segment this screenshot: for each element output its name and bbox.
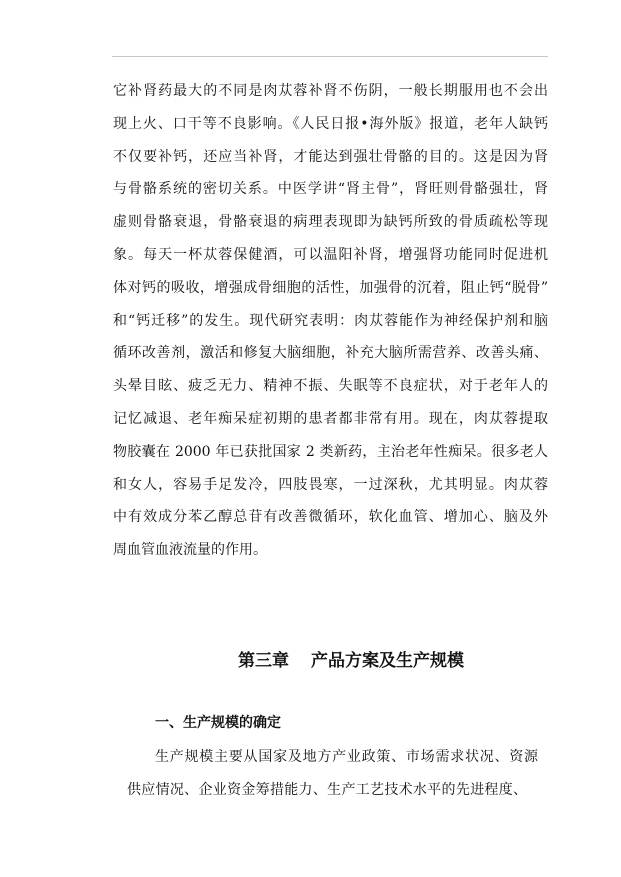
paragraph-line: 物胶囊在 2000 年已获批国家 2 类新药，主治老年性痴呆。很多老人: [113, 444, 548, 460]
paragraph-line: 周血管血液流量的作用。: [113, 542, 267, 558]
chapter-title: 产品方案及生产规模: [311, 651, 464, 671]
chapter-heading: [238, 649, 464, 673]
paragraph-line: 与骨骼系统的密切关系。中医学讲“肾主骨”，肾旺则骨骼强壮，肾: [113, 181, 548, 197]
paragraph-line: 虚则骨骼衰退，骨骼衰退的病理表现即为缺钙所致的骨质疏松等现: [113, 214, 548, 230]
section-line: 生产规模主要从国家及地方产业政策、市场需求状况、资源: [155, 749, 538, 765]
paragraph-line: 循环改善剂，激活和修复大脑细胞，补充大脑所需营养、改善头痛、: [113, 345, 548, 361]
paragraph-line: 象。每天一杯苁蓉保健酒，可以温阳补肾，增强肾功能同时促进机: [113, 247, 548, 263]
paragraph-line: 现上火、口干等不良影响。《人民日报•海外版》报道，老年人缺钙: [113, 116, 548, 132]
paragraph-line: 记忆减退、老年痴呆症初期的患者都非常有用。现在，肉苁蓉提取: [113, 411, 548, 427]
section-heading: 一、生产规模的确定: [155, 715, 281, 731]
paragraph-line: 和女人，容易手足发冷，四肢畏寒，一过深秋，尤其明显。肉苁蓉: [113, 477, 548, 493]
section-line: 供应情况、企业资金筹措能力、生产工艺技术水平的先进程度、: [127, 782, 527, 798]
chapter-number: 第三章: [238, 651, 289, 671]
paragraph-line: 它补肾药最大的不同是肉苁蓉补肾不伤阴，一般长期服用也不会出: [113, 83, 548, 99]
paragraph-line: 中有效成分苯乙醇总苷有改善微循环，软化血管、增加心、脑及外: [113, 509, 548, 525]
paragraph-line: 不仅要补钙，还应当补肾，才能达到强壮骨骼的目的。这是因为肾: [113, 149, 548, 165]
header-rule: [112, 56, 548, 57]
paragraph-line: 头晕目眩、疲乏无力、精神不振、失眠等不良症状，对于老年人的: [113, 378, 548, 394]
paragraph-line: 体对钙的吸收，增强成骨细胞的活性，加强骨的沉着，阻止钙“脱骨”: [113, 280, 548, 296]
paragraph-line: 和“钙迁移”的发生。现代研究表明：肉苁蓉能作为神经保护剂和脑: [113, 313, 548, 329]
